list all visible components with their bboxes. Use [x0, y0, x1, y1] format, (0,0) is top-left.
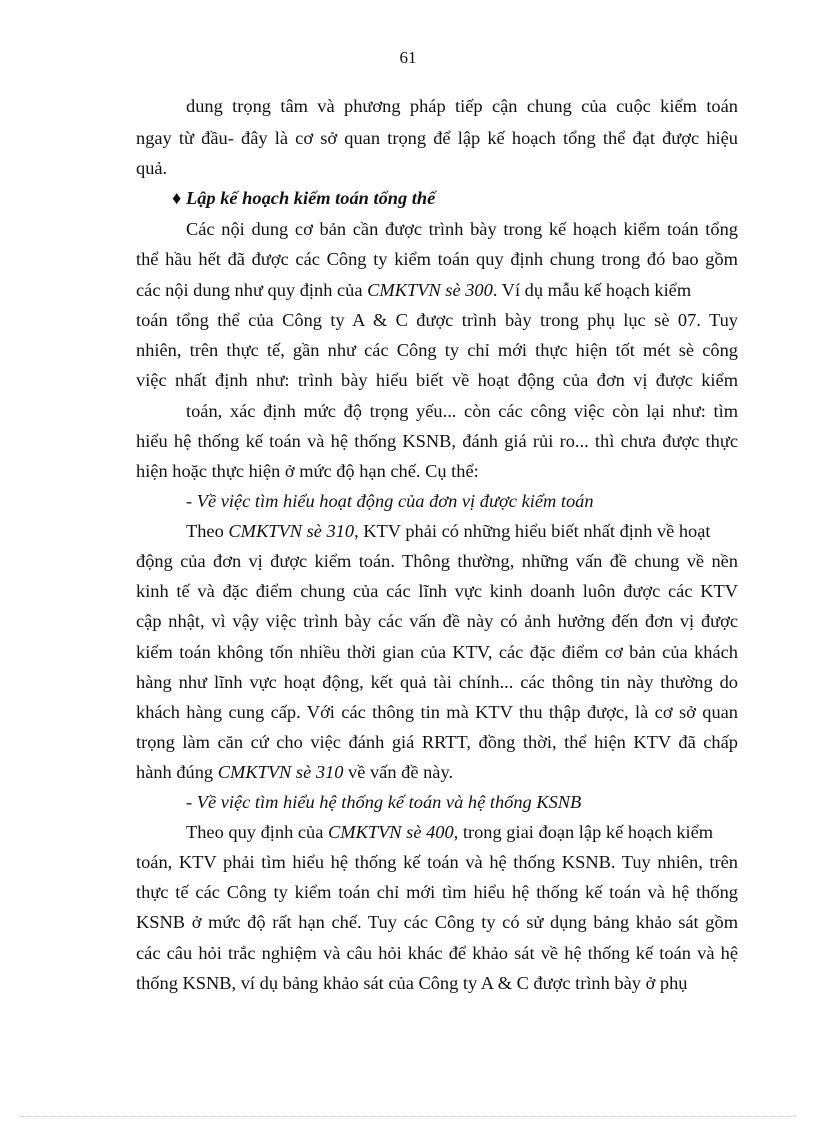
text-line: nhiên, trên thực tế, gần như các Công ty chỉ mới thực hiện tốt mét sè công — [136, 340, 738, 360]
text-line: thống KSNB, ví dụ bảng khảo sát của Công ty A & C được trình bày ở phụ — [136, 973, 688, 993]
heading-text: Lập kế hoạch kiểm toán tổng thể — [186, 188, 436, 208]
standard-reference: CMKTVN sè 400 — [327, 822, 454, 842]
text-run: . Ví dụ mẫu kế hoạch kiểm — [492, 280, 692, 300]
standard-reference: CMKTVN sè 310 — [217, 762, 344, 782]
text-line — [186, 520, 738, 542]
text-line: thể hầu hết đã được các Công ty kiểm toán quy định chung trong đó bao gồm — [136, 249, 738, 269]
standard-reference: CMKTVN sè 310 — [228, 521, 355, 541]
text-line — [186, 821, 738, 843]
text-line: ngay từ đầu- đây là cơ sở quan trọng để lập kế hoạch tổng thể đạt được hiệu — [136, 128, 738, 148]
text-line: toán, KTV phải tìm hiểu hệ thống kế toán và hệ thống KSNB. Tuy nhiên, trên — [136, 852, 738, 872]
text-line: khách hàng cung cấp. Với các thông tin mà KTV thu thập được, là cơ sở quan — [136, 702, 738, 722]
text-line: Các nội dung cơ bản cần được trình bày trong kế hoạch kiểm toán tổng — [186, 219, 738, 239]
text-line: thực tế các Công ty kiểm toán chỉ mới tìm hiểu hệ thống kế toán và hệ thống — [136, 882, 738, 902]
text-line: cập nhật, vì vậy việc trình bày các vấn đề này có ảnh hưởng đến đơn vị được — [136, 611, 738, 631]
subsection-heading: - Về việc tìm hiểu hệ thống kế toán và hệ thống KSNB — [186, 792, 582, 812]
text-line: trọng làm căn cứ cho việc đánh giá RRTT, đồng thời, thể hiện KTV đã chấp — [136, 732, 738, 752]
text-run: , KTV phải có những hiểu biết nhất định về hoạt — [354, 521, 711, 541]
page-bottom-divider — [20, 1116, 796, 1117]
subsection-heading: - Về việc tìm hiểu hoạt động của đơn vị được kiểm toán — [186, 491, 594, 511]
text-line: kinh tế và đặc điểm chung của các lĩnh vực kinh doanh luôn được các KTV — [136, 581, 738, 601]
standard-reference: CMKTVN sè 300 — [367, 280, 493, 300]
text-line: hiểu hệ thống kế toán và hệ thống KSNB, đánh giá rủi ro... thì chưa được thực — [136, 431, 738, 451]
text-line: các câu hỏi trắc nghiệm và câu hỏi khác để khảo sát về hệ thống kế toán và hệ — [136, 943, 738, 963]
text-line: kiểm toán không tốn nhiều thời gian của KTV, các đặc điểm cơ bản của khách — [136, 642, 738, 662]
text-run: Theo — [186, 521, 229, 541]
text-line: việc nhất định như: trình bày hiểu biết về hoạt động của đơn vị được kiểm — [136, 370, 738, 390]
text-line: hàng như lĩnh vực hoạt động, kết quả tài chính... các thông tin này thường do — [136, 672, 738, 692]
text-run: , trong giai đoạn lập kế hoạch kiểm — [453, 822, 714, 842]
text-line — [136, 279, 738, 301]
page-number: 61 — [399, 48, 417, 67]
text-line: quả. — [136, 158, 168, 178]
text-line: dung trọng tâm và phương pháp tiếp cận chung của cuộc kiểm toán — [186, 96, 738, 116]
text-run: về vấn đề này. — [343, 762, 454, 782]
text-run: Theo quy định của — [186, 822, 328, 842]
text-line: toán, xác định mức độ trọng yếu... còn các công việc còn lại như: tìm — [186, 401, 738, 421]
text-line: toán tổng thể của Công ty A & C được trình bày trong phụ lục sè 07. Tuy — [136, 310, 738, 330]
text-line — [136, 761, 738, 783]
text-line: KSNB ở mức độ rất hạn chế. Tuy các Công ty có sử dụng bảng khảo sát gồm — [136, 912, 738, 932]
diamond-bullet-icon: ♦ — [172, 188, 182, 208]
text-line: động của đơn vị được kiểm toán. Thông thường, những vấn đề chung về nền — [136, 551, 738, 571]
text-run: các nội dung như quy định của — [136, 280, 368, 300]
text-line: hiện hoặc thực hiện ở mức độ hạn chế. Cụ thể: — [136, 461, 479, 481]
text-run: hành đúng — [136, 762, 218, 782]
section-heading — [172, 187, 732, 209]
